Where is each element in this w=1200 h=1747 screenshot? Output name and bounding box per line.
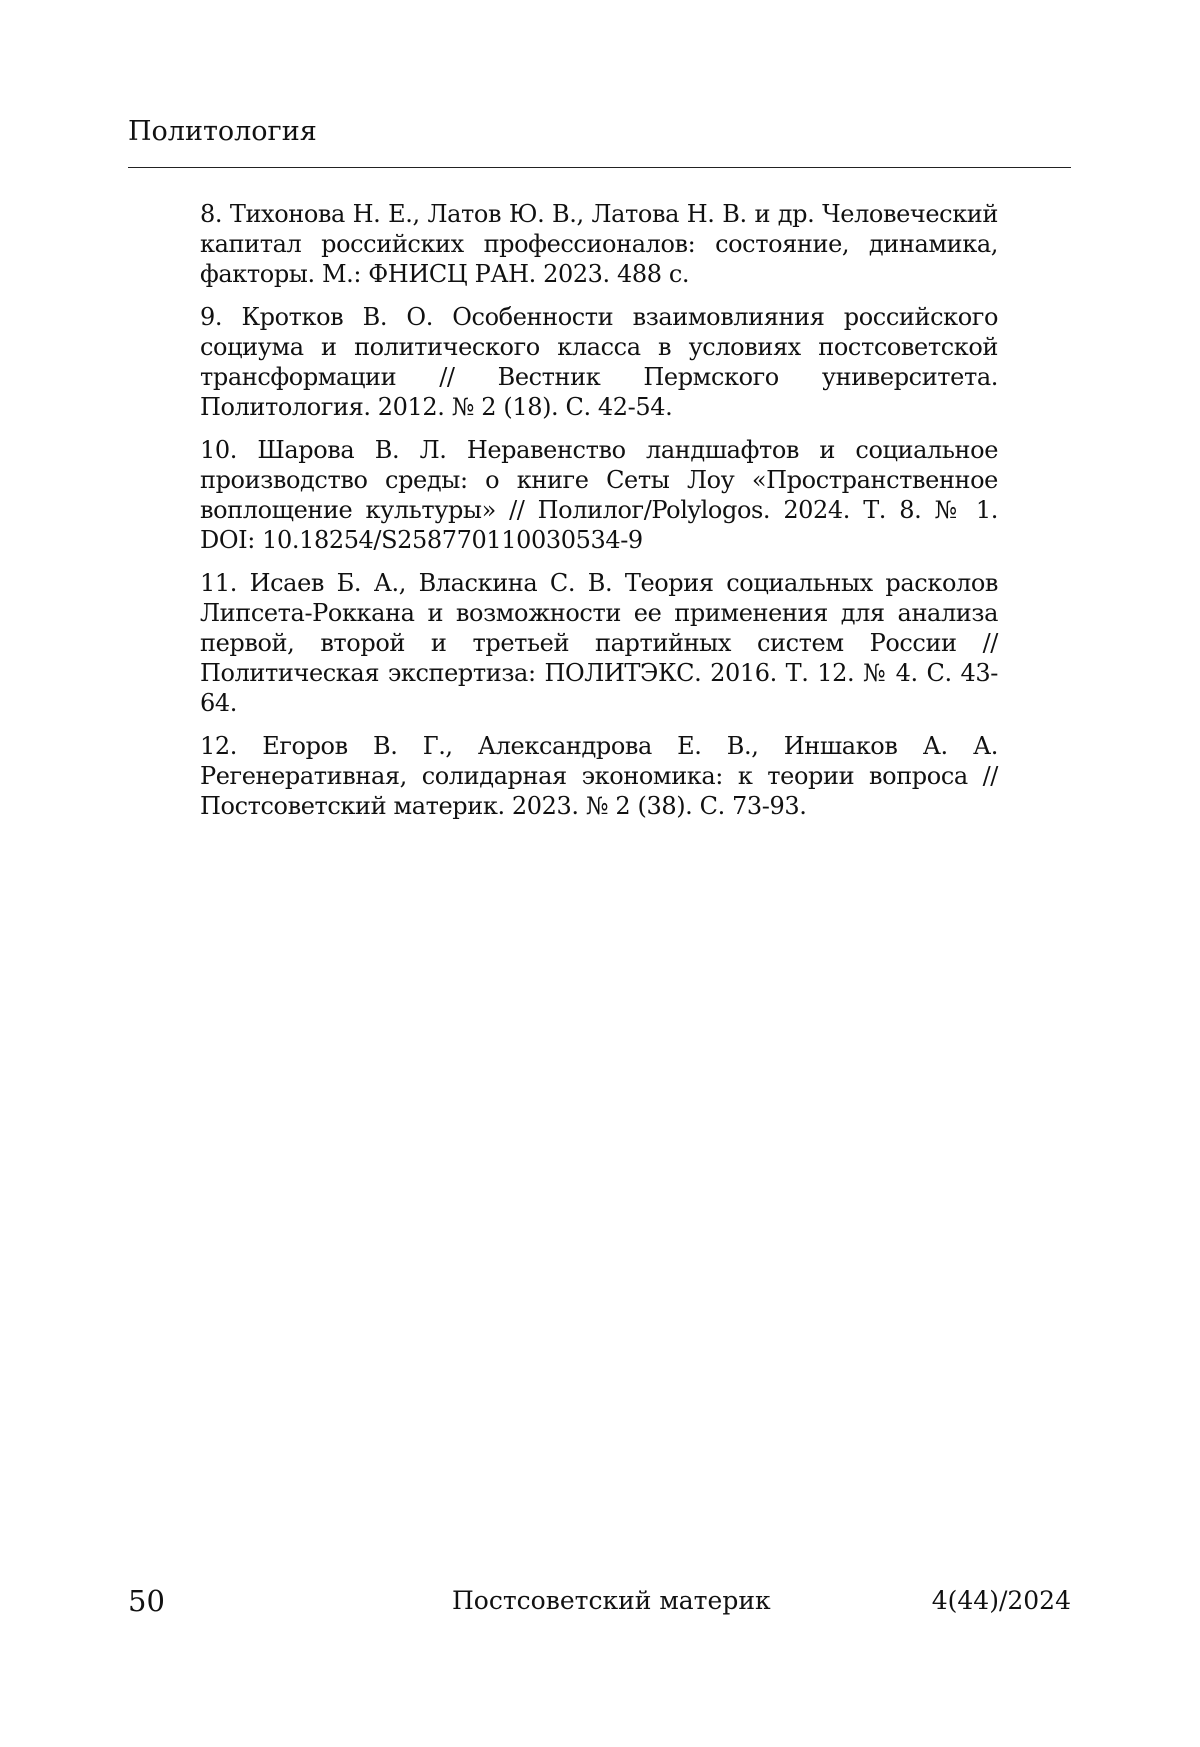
reference-list xyxy=(200,199,998,834)
running-header-section: Политология xyxy=(128,116,317,147)
issue-number: 4(44)/2024 xyxy=(931,1586,1071,1615)
reference-item: 11. Исаев Б. А., Власкина С. В. Теория социальных расколов Липсета-Роккана и возможности ее применения для анализа первой, второй и третьей партийных систем России // Политическая экспертиза: ПОЛИТЭКС. 2016. Т. 12. № 4. С. 43-64. xyxy=(200,569,998,717)
reference-item: 9. Кротков В. О. Особенности взаимовлияния российского социума и политического класса в условиях постсоветской трансформации // Вестник Пермского университета. Политология. 2012. № 2 (18). С. 42-54. xyxy=(200,303,998,421)
journal-name: Постсоветский материк xyxy=(452,1586,771,1615)
reference-item: 10. Шарова В. Л. Неравенство ландшафтов и социальное производство среды: о книге Сеты Лоу «Пространственное воплощение культуры» // Полилог/Polylogos. 2024. Т. 8. № 1. DOI: 10.18254/S258770110030534-9 xyxy=(200,436,998,554)
page-number: 50 xyxy=(128,1584,165,1618)
reference-item: 8. Тихонова Н. Е., Латов Ю. В., Латова Н. В. и др. Человеческий капитал российских профессионалов: состояние, динамика, факторы. М.: ФНИСЦ РАН. 2023. 488 с. xyxy=(200,200,998,288)
header-divider xyxy=(128,167,1071,168)
reference-item: 12. Егоров В. Г., Александрова Е. В., Иншаков А. А. Регенеративная, солидарная экономика: к теории вопроса // Постсоветский материк. 2023. № 2 (38). С. 73-93. xyxy=(200,732,998,820)
